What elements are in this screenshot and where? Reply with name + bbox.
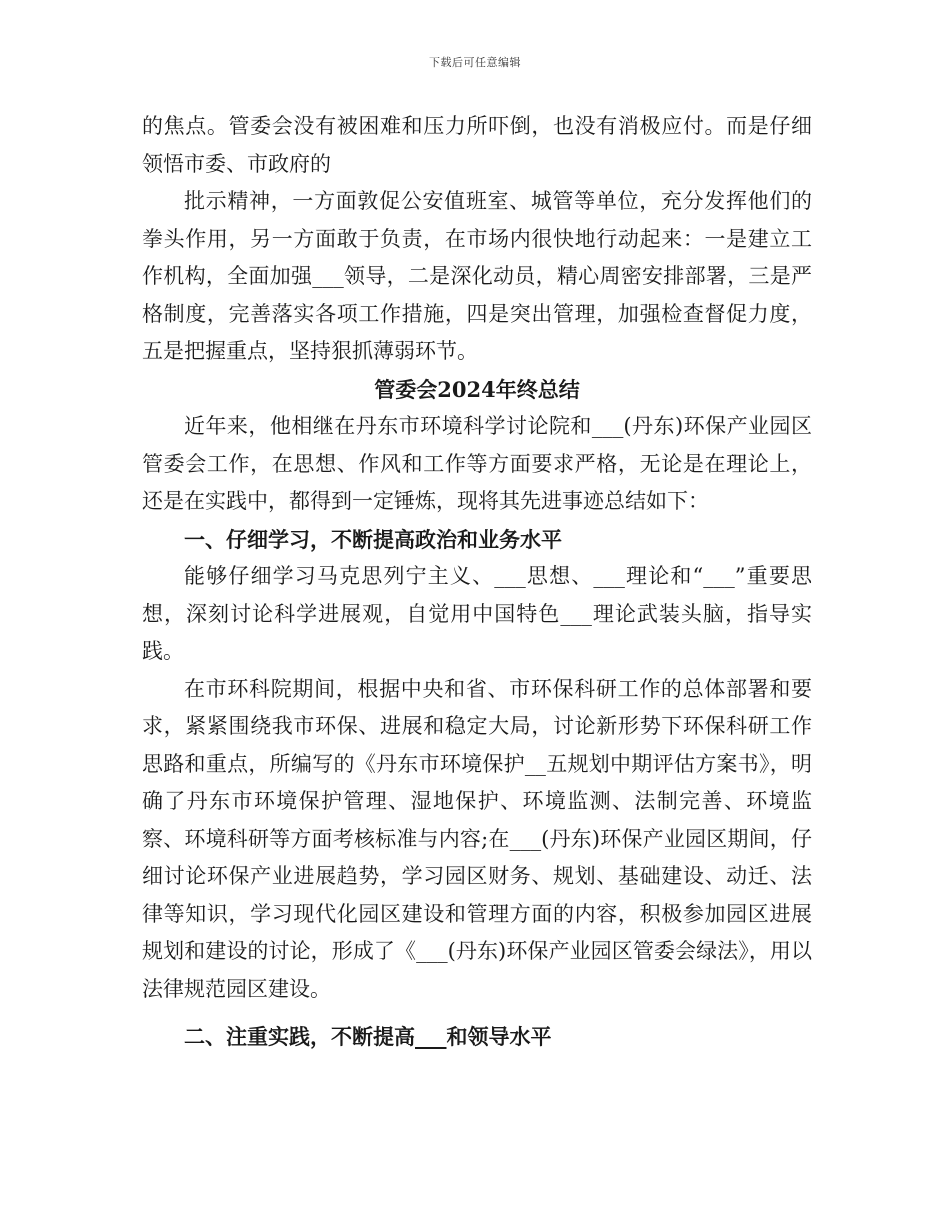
paragraph-study: 能够仔细学习马克思列宁主义、___思想、___理论和“___”重要思想，深刻讨论科学进展观，自觉用中国特色___理论武装头脑，指导实践。 xyxy=(142,564,812,663)
paragraph-intro: 近年来，他相继在丹东市环境科学讨论院和___(丹东)环保产业园区管委会工作，在思想、作风和工作等方面要求严格，无论是在理论上，还是在实践中，都得到一定锤炼，现将其先进事迹总结如下： xyxy=(142,414,812,513)
section-heading-1: 一、仔细学习，不断提高政治和业务水平 xyxy=(184,526,562,552)
document-title: 管委会2024年终总结 xyxy=(374,376,580,402)
page-header-note: 下载后可任意编辑 xyxy=(429,56,521,69)
paragraph-continued: 的焦点。管委会没有被困难和压力所吓倒，也没有消极应付。而是仔细领悟市委、市政府的 xyxy=(142,114,812,176)
paragraph-instructions: 批示精神，一方面敦促公安值班室、城管等单位，充分发挥他们的拳头作用，另一方面敢于负责，在市场内很快地行动起来：一是建立工作机构，全面加强___领导，二是深化动员，精心周密安排部署，三是严格制度，完善落实各项工作措施，四是突出管理，加强检查督促力度，五是把握重点，坚持狠抓薄弱环节。 xyxy=(142,189,812,363)
section-heading-2: 二、注重实践，不断提高___和领导水平 xyxy=(184,1024,552,1049)
paragraph-work: 在市环科院期间，根据中央和省、市环保科研工作的总体部署和要求，紧紧围绕我市环保、进展和稳定大局，讨论新形势下环保科研工作思路和重点，所编写的《丹东市环境保护__五规划中期评估方案书》，明确了丹东市环境保护管理、湿地保护、环境监测、法制完善、环境监察、环境科研等方面考核标准与内容;在___(丹东)环保产业园区期间，仔细讨论环保产业进展趋势，学习园区财务、规划、基础建设、动迁、法律等知识，学习现代化园区建设和管理方面的内容，积极参加园区进展规划和建设的讨论，形成了《___(丹东)环保产业园区管委会绿法》，用以法律规范园区建设。 xyxy=(142,676,812,1001)
document-body xyxy=(142,108,812,1056)
